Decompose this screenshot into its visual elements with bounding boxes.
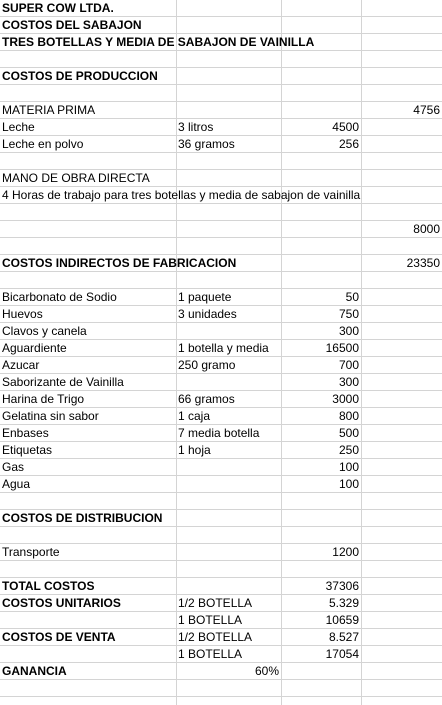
total-costs-label-cell[interactable]: TOTAL COSTOS <box>2 579 95 593</box>
table-row <box>0 425 442 442</box>
table-row <box>0 442 442 459</box>
table-row <box>0 289 442 306</box>
item-qty-cell[interactable]: 7 media botella <box>178 426 260 440</box>
item-cost-cell[interactable]: 16500 <box>325 341 359 355</box>
gain-label-cell[interactable]: GANANCIA <box>2 664 67 678</box>
unit-costs-label-cell[interactable]: COSTOS UNITARIOS <box>2 596 121 610</box>
sheet-row <box>0 51 442 68</box>
sheet-row <box>0 17 442 34</box>
sheet-row <box>0 629 442 646</box>
item-cost-cell[interactable]: 500 <box>338 426 359 440</box>
sale-half-value-cell[interactable]: 8.527 <box>328 630 359 644</box>
labor-desc-cell[interactable]: 4 Horas de trabajo para tres botellas y media de sabajon de vainilla <box>2 188 361 202</box>
item-name-cell[interactable]: Etiquetas <box>2 443 53 457</box>
labor-total-cell[interactable]: 8000 <box>413 222 440 236</box>
item-qty-cell[interactable]: 3 unidades <box>178 307 237 321</box>
item-cost-cell[interactable]: 100 <box>338 460 359 474</box>
sale-costs-label-cell[interactable]: COSTOS DE VENTA <box>2 630 116 644</box>
item-qty-cell[interactable]: 1 hoja <box>178 443 211 457</box>
unit-full-value-cell[interactable]: 10659 <box>325 613 359 627</box>
materia-prima-total-cell[interactable]: 4756 <box>413 103 440 117</box>
table-row <box>0 323 442 340</box>
table-row <box>0 476 442 493</box>
item-cost-cell[interactable]: 700 <box>338 358 359 372</box>
sheet-row <box>0 578 442 595</box>
sheet-row <box>0 170 442 187</box>
item-name-cell[interactable]: Azucar <box>2 358 40 372</box>
item-qty-cell[interactable]: 250 gramo <box>178 358 236 372</box>
distribution-heading-cell[interactable]: COSTOS DE DISTRIBUCION <box>2 511 163 525</box>
item-cost-cell[interactable]: 300 <box>338 324 359 338</box>
sheet-row <box>0 221 442 238</box>
item-name-cell[interactable]: Clavos y canela <box>2 324 87 338</box>
production-heading-cell[interactable]: COSTOS DE PRODUCCION <box>2 69 158 83</box>
sheet-row <box>0 153 442 170</box>
sale-full-value-cell[interactable]: 17054 <box>325 647 359 661</box>
table-row <box>0 374 442 391</box>
sheet-row <box>0 0 442 17</box>
sheet-row <box>0 272 442 289</box>
materia-prima-label-cell[interactable]: MATERIA PRIMA <box>2 103 96 117</box>
table-row <box>0 306 442 323</box>
item-name-cell[interactable]: Leche en polvo <box>2 137 84 151</box>
sheet-row <box>0 612 442 629</box>
unit-half-label-cell[interactable]: 1/2 BOTELLA <box>178 596 253 610</box>
transport-label-cell[interactable]: Transporte <box>2 545 60 559</box>
item-cost-cell[interactable]: 800 <box>338 409 359 423</box>
item-cost-cell[interactable]: 50 <box>345 290 359 304</box>
table-row <box>0 459 442 476</box>
item-cost-cell[interactable]: 4500 <box>332 120 359 134</box>
item-qty-cell[interactable] <box>176 374 180 390</box>
item-qty-cell[interactable] <box>176 459 180 475</box>
item-name-cell[interactable]: Leche <box>2 120 35 134</box>
item-name-cell[interactable]: Gas <box>2 460 25 474</box>
item-qty-cell[interactable] <box>176 323 180 339</box>
unit-full-label-cell[interactable]: 1 BOTELLA <box>178 613 243 627</box>
item-name-cell[interactable]: Bicarbonato de Sodio <box>2 290 117 304</box>
sale-half-label-cell[interactable]: 1/2 BOTELLA <box>178 630 253 644</box>
transport-cost-cell[interactable]: 1200 <box>332 545 359 559</box>
sheet-row <box>0 255 442 272</box>
labor-label-cell[interactable]: MANO DE OBRA DIRECTA <box>2 171 150 185</box>
total-costs-value-cell[interactable]: 37306 <box>325 579 359 593</box>
gain-value-cell[interactable]: 60% <box>254 664 279 678</box>
item-name-cell[interactable]: Harina de Trigo <box>2 392 85 406</box>
item-name-cell[interactable]: Agua <box>2 477 31 491</box>
table-row <box>0 136 442 153</box>
table-row <box>0 119 442 136</box>
sheet-row <box>0 102 442 119</box>
sheet-row <box>0 595 442 612</box>
sheet-row <box>0 527 442 544</box>
sheet-row <box>0 493 442 510</box>
item-cost-cell[interactable]: 750 <box>338 307 359 321</box>
sheet-row <box>0 34 442 51</box>
sheet-row <box>0 85 442 102</box>
sheet-row <box>0 238 442 255</box>
item-qty-cell[interactable]: 1 paquete <box>178 290 232 304</box>
item-qty-cell[interactable]: 3 litros <box>178 120 214 134</box>
sheet-row <box>0 680 442 697</box>
item-name-cell[interactable]: Aguardiente <box>2 341 67 355</box>
report-subtitle-cell[interactable]: TRES BOTELLAS Y MEDIA DE SABAJON DE VAINILLA <box>2 35 315 49</box>
table-row <box>0 544 442 561</box>
indirect-heading-cell[interactable]: COSTOS INDIRECTOS DE FABRICACION <box>2 256 237 270</box>
sheet-row <box>0 663 442 680</box>
item-qty-cell[interactable]: 36 gramos <box>178 137 235 151</box>
item-cost-cell[interactable]: 256 <box>338 137 359 151</box>
item-qty-cell[interactable]: 66 gramos <box>178 392 235 406</box>
sheet-row <box>0 187 442 204</box>
item-name-cell[interactable]: Gelatina sin sabor <box>2 409 99 423</box>
item-cost-cell[interactable]: 250 <box>338 443 359 457</box>
unit-half-value-cell[interactable]: 5.329 <box>328 596 359 610</box>
table-row <box>0 391 442 408</box>
table-row <box>0 357 442 374</box>
item-name-cell[interactable]: Saborizante de Vainilla <box>2 375 124 389</box>
table-row <box>0 340 442 357</box>
sheet-row <box>0 510 442 527</box>
report-title-cell[interactable]: COSTOS DEL SABAJON <box>2 18 142 32</box>
item-qty-cell[interactable]: 1 caja <box>178 409 211 423</box>
sheet-row <box>0 561 442 578</box>
item-name-cell[interactable]: Enbases <box>2 426 49 440</box>
table-row <box>0 408 442 425</box>
indirect-total-cell[interactable]: 23350 <box>406 256 440 270</box>
item-cost-cell[interactable]: 3000 <box>332 392 359 406</box>
sheet-row <box>0 646 442 663</box>
item-cost-cell[interactable]: 300 <box>338 375 359 389</box>
item-name-cell[interactable]: Huevos <box>2 307 43 321</box>
item-qty-cell[interactable] <box>176 476 180 492</box>
sheet-row <box>0 204 442 221</box>
item-cost-cell[interactable]: 100 <box>338 477 359 491</box>
company-name-cell[interactable]: SUPER COW LTDA. <box>2 1 114 15</box>
sale-full-label-cell[interactable]: 1 BOTELLA <box>178 647 243 661</box>
sheet-row <box>0 68 442 85</box>
item-qty-cell[interactable]: 1 botella y media <box>178 341 269 355</box>
